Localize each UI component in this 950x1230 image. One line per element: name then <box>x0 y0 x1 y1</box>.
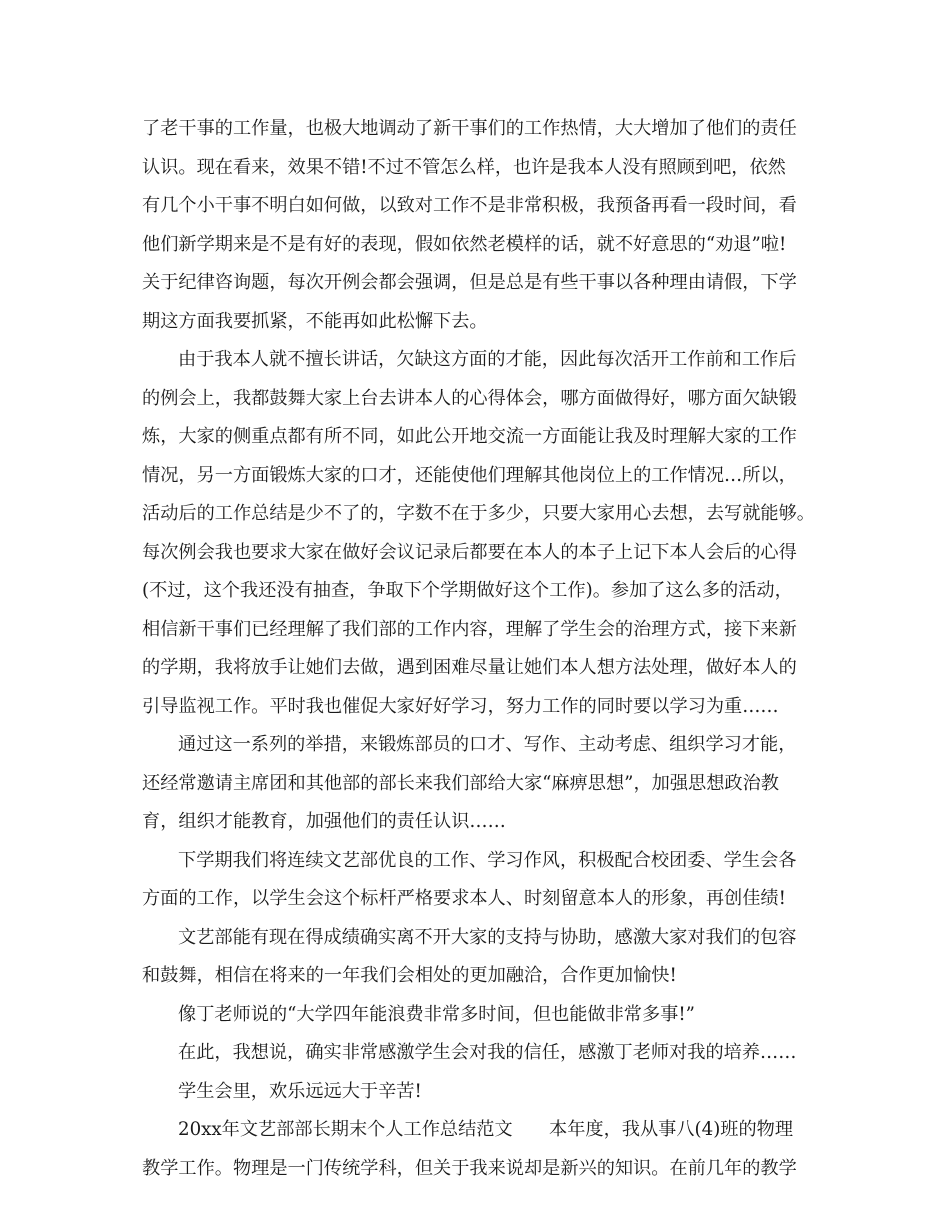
text-line: 的学期，我将放手让她们去做，遇到困难尽量让她们本人想方法处理，做好本人的 <box>142 657 797 678</box>
text-line: 认识。现在看来，效果不错!不过不管怎么样，也许是我本人没有照顾到吧，依然 <box>142 156 786 178</box>
text-line: (不过，这个我还没有抽查，争取下个学期做好这个工作)。参加了这么多的活动， <box>142 580 793 601</box>
text-line: 教学工作。物理是一门传统学科，但关于我来说却是新兴的知识。在前几年的教学 <box>142 1157 797 1179</box>
text-line: 每次例会我也要求大家在做好会议记录后都要在本人的本子上记下本人会后的心得 <box>142 541 797 563</box>
paragraph-start-line: 文艺部能有现在得成绩确实离不开大家的支持与协助，感激大家对我们的包容 <box>178 926 797 948</box>
text-line: 引导监视工作。平时我也催促大家好好学习，努力工作的同时要以学习为重…… <box>142 695 779 717</box>
paragraph-start-line: 学生会里，欢乐远远大于辛苦! <box>178 1080 422 1102</box>
paragraph-start-line: 在此，我想说，确实非常感激学生会对我的信任，感激丁老师对我的培养…… <box>178 1042 797 1063</box>
text-line: 情况，另一方面锻炼大家的口才，还能使他们理解其他岗位上的工作情况…所以， <box>142 464 797 486</box>
paragraph-start-line: 20xx年文艺部部长期末个人工作总结范文 本年度，我从事八(4)班的物理 <box>178 1119 794 1140</box>
text-line: 相信新干事们已经理解了我们部的工作内容，理解了学生会的治理方式，接下来新 <box>142 618 797 640</box>
text-line: 还经常邀请主席团和其他部的部长来我们部给大家“麻痹思想”，加强思想政治教 <box>142 772 779 794</box>
paragraph-start-line: 像丁老师说的“大学四年能浪费非常多时间，但也能做非常多事!” <box>178 1003 695 1025</box>
text-line: 炼，大家的侧重点都有所不同，如此公开地交流一方面能让我及时理解大家的工作 <box>142 426 797 447</box>
text-line: 活动后的工作总结是少不了的，字数不在于多少，只要大家用心去想，去写就能够。 <box>142 503 815 524</box>
text-line: 期这方面我要抓紧，不能再如此松懈下去。 <box>142 310 488 332</box>
text-line: 有几个小干事不明白如何做，以致对工作不是非常积极，我预备再看一段时间，看 <box>142 195 797 216</box>
paragraph-start-line: 通过这一系列的举措，来锻炼部员的口才、写作、主动考虑、组织学习才能， <box>178 734 797 755</box>
text-line: 的例会上，我都鼓舞大家上台去讲本人的心得体会，哪方面做得好，哪方面欠缺锻 <box>142 387 797 409</box>
document-body <box>142 110 822 1188</box>
paragraph-start-line: 由于我本人就不擅长讲话，欠缺这方面的才能，因此每次活开工作前和工作后 <box>178 349 797 370</box>
paragraph-start-line: 下学期我们将连续文艺部优良的工作、学习作风，积极配合校团委、学生会各 <box>178 849 797 871</box>
text-line: 他们新学期来是不是有好的表现，假如依然老模样的话，就不好意思的“劝退”啦! <box>142 233 787 255</box>
text-line: 和鼓舞，相信在将来的一年我们会相处的更加融洽，合作更加愉快! <box>142 965 677 986</box>
text-line: 方面的工作，以学生会这个标杆严格要求本人、时刻留意本人的形象，再创佳绩! <box>142 888 786 909</box>
text-line: 关于纪律咨询题，每次开例会都会强调，但是总是有些干事以各种理由请假，下学 <box>142 272 797 293</box>
text-line: 育，组织才能教育，加强他们的责任认识…… <box>142 811 506 832</box>
text-line: 了老干事的工作量，也极大地调动了新干事们的工作热情，大大增加了他们的责任 <box>142 118 797 139</box>
